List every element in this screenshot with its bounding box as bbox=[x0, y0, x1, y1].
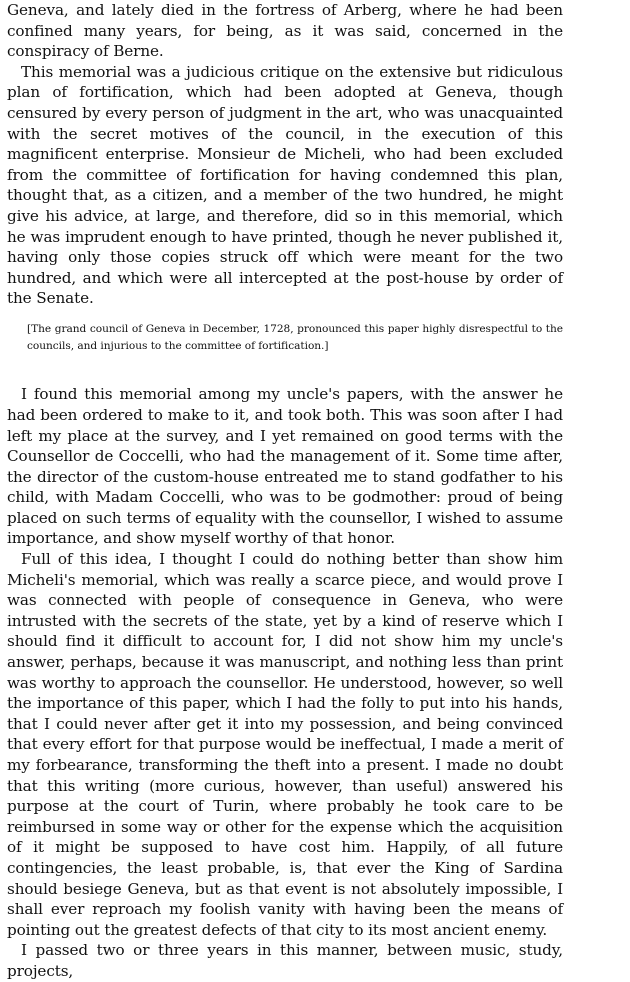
section-gap bbox=[7, 355, 563, 384]
paragraph-continuation: Geneva, and lately died in the fortress of Arberg, where he had been confined many years, for being, as it was said, concerned in the conspiracy of Berne. bbox=[7, 1, 563, 61]
paragraph-micheli-memorial: Full of this idea, I thought I could do nothing better than show him Micheli's memorial, which was really a scarce piece, and would prove I was connected with people of consequence in Geneva, who were intrusted with the secrets of the state, yet by a kind of reserve which I should find it difficult to account for, I did not show him my uncle's answer, perhaps, because it was manuscript, and nothing less than print was worthy to approach the counsellor. He understood, however, so well the importance of this paper, which I had the folly to put into his hands, that I could never after get it into my possession, and being convinced that every effort for that purpose would be ineffectual, I made a merit of my forbearance, transforming the theft into a present. I made no doubt that this writing (more curious, however, than useful) answered his purpose at the court of Turin, where probably he took care to be reimbursed in some way or other for the expense which the acquisition of it might be supposed to have cost him. Happily, of all future contingencies, the least probable, is, that ever the King of Sardina should besiege Geneva, but as that event is not absolutely impossible, I shall ever reproach my foolish vanity with having been the means of pointing out the greatest defects of that city to its most ancient enemy. bbox=[7, 550, 563, 939]
document-page bbox=[7, 0, 563, 982]
footnote: [The grand council of Geneva in December, 1728, pronounced this paper highly disrespectful to the councils, and injurious to the committee of fortification.] bbox=[27, 322, 563, 353]
paragraph-memorial-critique: This memorial was a judicious critique on the extensive but ridiculous plan of fortification, which had been adopted at Geneva, though censured by every person of judgment in the art, who was unacquainted with the secret motives of the council, in the execution of this magnificent enterprise. Monsieur de Micheli, who had been excluded from the committee of fortification for having condemned this plan, thought that, as a citizen, and a member of the two hundred, he might give his advice, at large, and therefore, did so in this memorial, which he was imprudent enough to have printed, though he never published it, having only those copies struck off which were meant for the two hundred, and which were all intercepted at the post-house by order of the Senate. bbox=[7, 62, 563, 308]
paragraph-two-or-three-years: I passed two or three years in this manner, between music, study, projects, bbox=[7, 941, 563, 980]
paragraph-uncle-papers: I found this memorial among my uncle's papers, with the answer he had been ordered to make to it, and took both. This was soon after I had left my place at the survey, and I yet remained on good terms with the Counsellor de Coccelli, who had the management of it. Some time after, the director of the custom-house entreated me to stand godfather to his child, with Madam Coccelli, who was to be godmother: proud of being placed on such terms of equality with the counsellor, I wished to assume importance, and show myself worthy of that honor. bbox=[7, 385, 563, 548]
